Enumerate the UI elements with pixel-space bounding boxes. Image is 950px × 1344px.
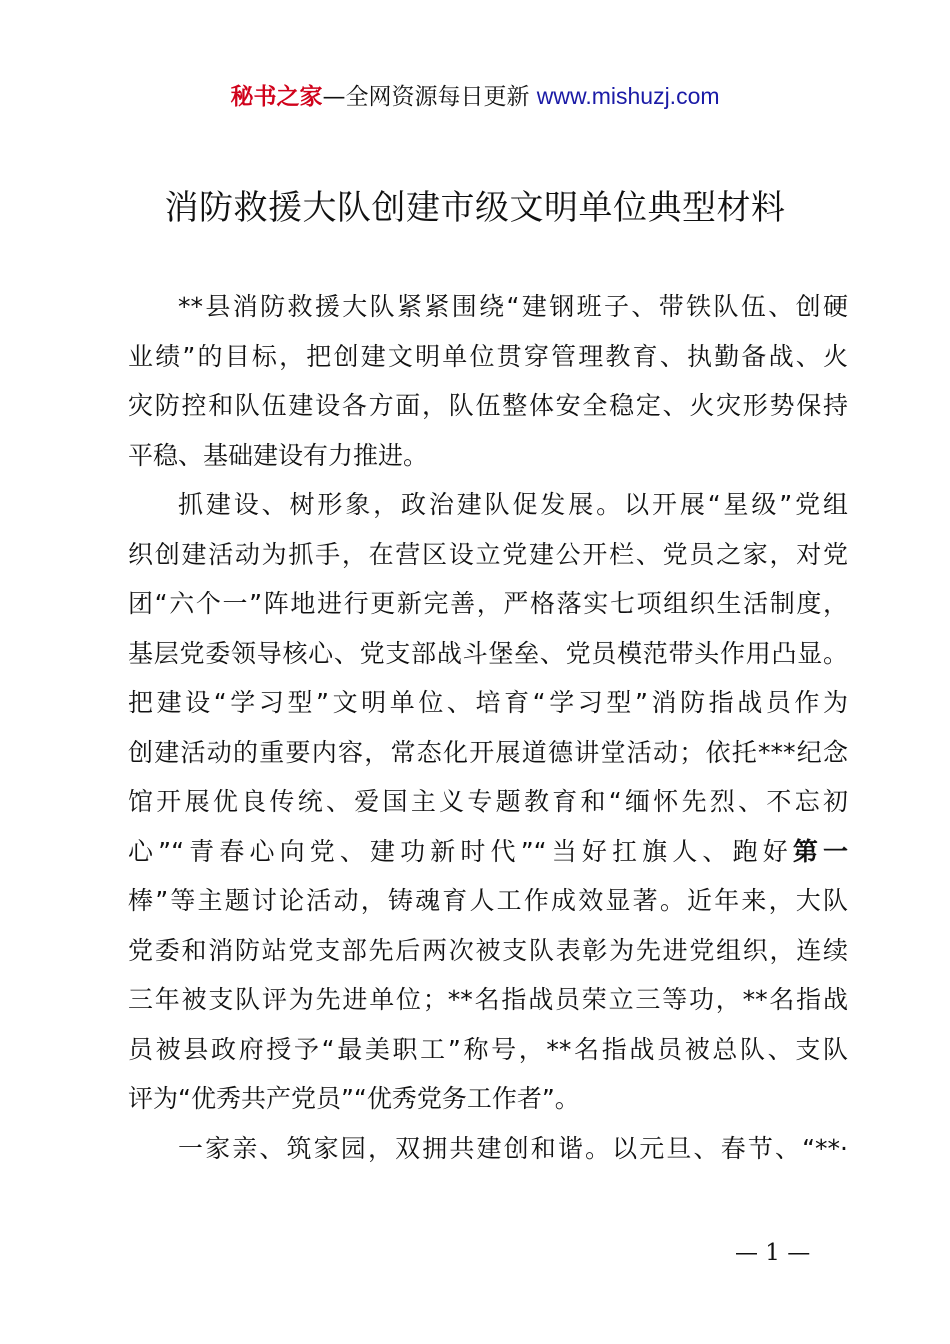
paragraph-2-line-13: 评为“优秀共产党员”“优秀党务工作者”。 — [128, 1084, 580, 1113]
paragraph-3-line-1: 一家亲、筑家园，双拥共建创和谐。以元旦、春节、“**· — [178, 1133, 848, 1163]
document-title: 消防救援大队创建市级文明单位典型材料 — [164, 188, 786, 228]
paragraph-2-line-7: 馆开展优良传统、爱国主义专题教育和“缅怀先烈、不忘初 — [128, 787, 848, 816]
paragraph-2-line-5: 把建设“学习型”文明单位、培育“学习型”消防指战员作为 — [128, 688, 848, 717]
site-header — [0, 80, 950, 113]
paragraph-1-line-4: 平稳、基础建设有力推进。 — [128, 440, 429, 470]
site-url-link[interactable]: www.mishuzj.com — [536, 83, 720, 109]
paragraph-2-line-12: 员被县政府授予“最美职工”称号，**名指战员被总队、支队 — [128, 1034, 848, 1064]
paragraph-2-line-2: 织创建活动为抓手，在营区设立党建公开栏、党员之家，对党 — [128, 539, 848, 569]
paragraph-2-line-3: 团“六个一”阵地进行更新完善，严格落实七项组织生活制度， — [128, 589, 848, 618]
paragraph-2-line-4: 基层党委领导核心、党支部战斗堡垒、党员模范带头作用凸显。 — [128, 638, 848, 668]
paragraph-1-line-1: **县消防救援大队紧紧围绕“建钢班子、带铁队伍、创硬 — [178, 292, 848, 321]
page-number: — 1 — — [735, 1240, 811, 1266]
site-slogan: 全网资源每日更新 — [345, 84, 530, 110]
paragraph-2-line-6: 创建活动的重要内容，常态化开展道德讲堂活动；依托***纪念 — [128, 737, 848, 767]
paragraph-2-line-9: 棒”等主题讨论活动，铸魂育人工作成效显著。近年来，大队 — [128, 886, 848, 915]
header-dash: — — [322, 84, 346, 110]
paragraph-2-line-11: 三年被支队评为先进单位；**名指战员荣立三等功，**名指战 — [128, 985, 848, 1014]
paragraph-2-line-8 — [128, 827, 848, 877]
paragraph-2-line-8-text: 心”“青春心向党、建功新时代”“当好扛旗人、跑好 — [128, 836, 793, 866]
paragraph-1-line-3: 灾防控和队伍建设各方面，队伍整体安全稳定、火灾形势保持 — [128, 391, 848, 420]
paragraph-2-line-1: 抓建设、树形象，政治建队促发展。以开展“星级”党组 — [178, 490, 848, 519]
site-brand: 秘书之家 — [230, 84, 323, 110]
paragraph-2-line-10: 党委和消防站党支部先后两次被支队表彰为先进党组织，连续 — [128, 935, 848, 965]
paragraph-1-line-2: 业绩”的目标，把创建文明单位贯穿管理教育、执勤备战、火 — [128, 341, 848, 371]
bold-emphasis: 第一 — [792, 836, 848, 866]
document-body — [128, 282, 848, 1173]
